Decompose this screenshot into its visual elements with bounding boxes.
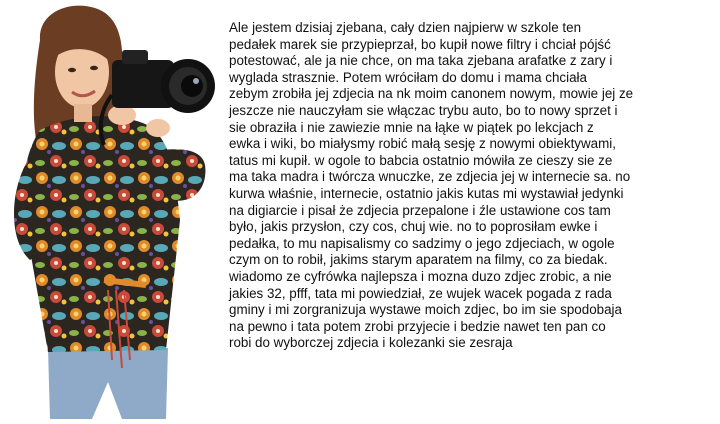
post-text-line: jakies 32, pfff, tata mi powiedział, ze wujek wacek pogada z rada — [229, 285, 612, 301]
post-text-line: na pewno i tata potem zrobi przyjecie i bedzie nawet ten pan co — [229, 318, 606, 334]
post-text-line: gminy i mi zorgranizuja wystawe moich zdjec, bo im sie spodobaja — [229, 302, 622, 318]
post-text-line: kurwa właśnie, internecie, ostatnio jakis kutas mi wystawiał jedynki — [229, 185, 624, 201]
post-text-line: wiadomo ze cyfrówka najlepsza i mozna duzo zdjec zrobic, a nie — [229, 268, 612, 284]
post-text-line: czym on to robił, jakims starym aparatem na filmy, co za biedak. — [229, 252, 608, 268]
post-text-line: jeszcze nie nauczyłam sie włączac trybu auto, bo to nowy sprzet i — [229, 102, 618, 118]
post-text-line: było, jakis przysłon, czy cos, chuj wie. no to poprosiłam ewke i — [229, 219, 598, 235]
post-text-line: robi do wyborczej zdjecia i kolezanki sie zesraja — [229, 335, 513, 351]
post-text-line: pedałka, to mu napisalismy co sadzimy o jego zdjeciach, w ogole — [229, 235, 615, 251]
woman-with-camera-illustration — [0, 0, 230, 419]
post-text-line: ewka i wiki, bo miałysmy robić małą sesję z nowymi obiektywami, — [229, 136, 616, 152]
post-text-line: na digiarcie i pisał że zdjecia przepalone i źle ustawione cos tam — [229, 202, 611, 218]
post-text-line: pedałek marek sie przypieprzał, bo kupił nowe filtry i chciał pójść — [229, 36, 611, 52]
post-text — [229, 20, 699, 352]
post-text-line: zebym zrobiła jej zdjecia na nk moim canonem nowym, mowie jej ze — [229, 86, 634, 102]
post-text-line: ma taka madra i twórcza wnuczke, ze zdjecia jej w internecie sa. no — [229, 169, 631, 185]
post-text-line: sie obraziła i nie zawiezie mnie na łąke w piątek po lekcjach z — [229, 119, 594, 135]
post-text-line: tatus mi kupił. w ogole to babcia ostatnio mówiła ze cieszy sie ze — [229, 152, 613, 168]
post-text-line: Ale jestem dzisiaj zjebana, cały dzien najpierw w szkole ten — [229, 20, 582, 35]
post-text-line: wyglada strasznie. Potem wróciłam do domu i mama chciała — [229, 69, 587, 85]
photographer-photo — [0, 0, 230, 419]
post-text-line: potestować, ale ja nie chce, on ma taka zjebana arafatke z zary i — [229, 53, 613, 69]
